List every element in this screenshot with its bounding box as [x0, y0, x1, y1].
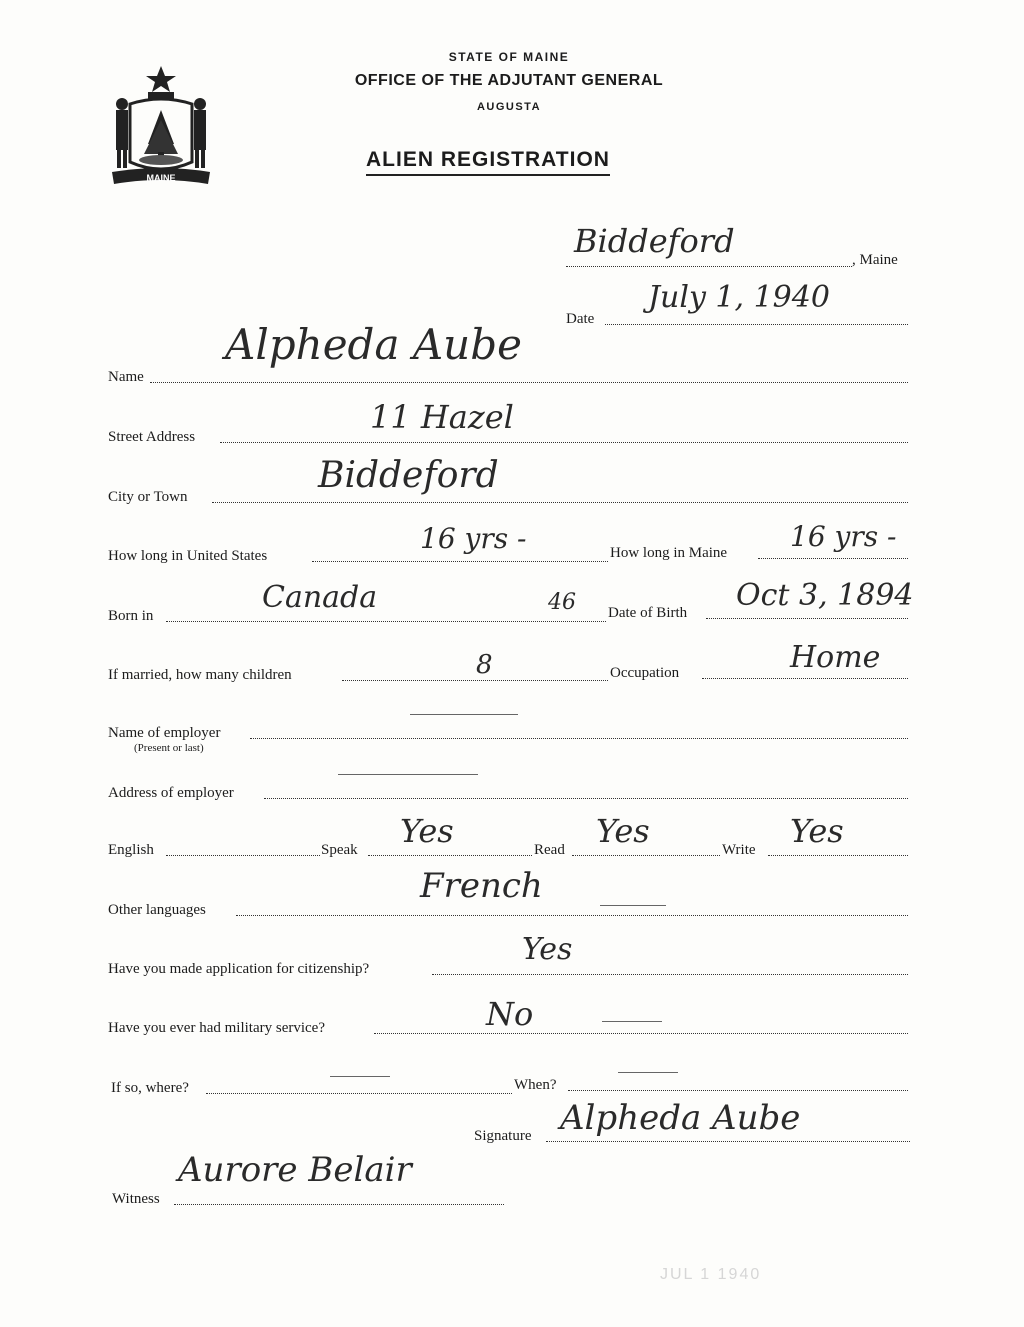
other-languages-value[interactable]: French — [420, 866, 543, 906]
how-long-us-label: How long in United States — [108, 548, 268, 564]
state-heading: STATE OF MAINE — [448, 50, 570, 64]
born-in-value[interactable]: Canada — [262, 580, 378, 615]
read-value[interactable]: Yes — [596, 812, 650, 850]
children-label: If married, how many children — [108, 667, 292, 683]
seal-text: MAINE — [146, 173, 176, 183]
read-label: Read — [534, 842, 565, 858]
name-label: Name — [108, 369, 144, 385]
date-of-birth-value[interactable]: Oct 3, 1894 — [736, 578, 914, 613]
employer-name-label: Name of employer — [108, 725, 221, 741]
military-label: Have you ever had military service? — [108, 1020, 325, 1036]
witness-value[interactable]: Aurore Belair — [178, 1150, 412, 1190]
city-heading: AUGUSTA — [476, 101, 542, 113]
citizenship-value[interactable]: Yes — [522, 932, 573, 967]
employer-address-label: Address of employer — [108, 785, 234, 801]
how-long-maine-label: How long in Maine — [610, 545, 728, 561]
speak-value[interactable]: Yes — [400, 812, 454, 850]
town-value[interactable]: Biddeford — [574, 222, 735, 260]
employer-note-label: (Present or last) — [134, 742, 204, 754]
when-label: When? — [514, 1077, 557, 1093]
form-title: ALIEN REGISTRATION — [366, 148, 610, 176]
speak-label: Speak — [321, 842, 358, 858]
maine-state-seal-icon — [108, 64, 214, 188]
date-of-birth-label: Date of Birth — [608, 605, 688, 621]
date-label: Date — [566, 311, 595, 327]
signature-label: Signature — [474, 1128, 532, 1144]
occupation-label: Occupation — [610, 665, 680, 681]
city-or-town-label: City or Town — [108, 489, 188, 505]
how-long-maine-value[interactable]: 16 yrs - — [790, 520, 897, 553]
how-long-us-value[interactable]: 16 yrs - — [420, 522, 527, 555]
born-in-label: Born in — [108, 608, 154, 624]
children-value[interactable]: 8 — [476, 650, 493, 680]
street-address-value[interactable]: 11 Hazel — [370, 398, 514, 436]
date-value[interactable]: July 1, 1940 — [648, 280, 830, 315]
citizenship-label: Have you made application for citizenship? — [108, 961, 370, 977]
if-so-where-label: If so, where? — [111, 1080, 189, 1096]
street-address-label: Street Address — [108, 429, 196, 445]
office-heading: OFFICE OF THE ADJUTANT GENERAL — [354, 72, 664, 89]
english-label: English — [108, 842, 154, 858]
write-label: Write — [722, 842, 756, 858]
city-or-town-value[interactable]: Biddeford — [318, 455, 499, 496]
maine-label: , Maine — [852, 252, 898, 268]
age-value[interactable]: 46 — [548, 590, 576, 615]
name-value[interactable]: Alpheda Aube — [225, 320, 522, 369]
other-languages-label: Other languages — [108, 902, 206, 918]
witness-label: Witness — [112, 1191, 160, 1207]
military-value[interactable]: No — [486, 995, 534, 1033]
write-value[interactable]: Yes — [790, 812, 844, 850]
signature-value[interactable]: Alpheda Aube — [560, 1098, 801, 1138]
received-stamp: JUL 1 1940 — [660, 1266, 762, 1283]
occupation-value[interactable]: Home — [790, 640, 881, 675]
